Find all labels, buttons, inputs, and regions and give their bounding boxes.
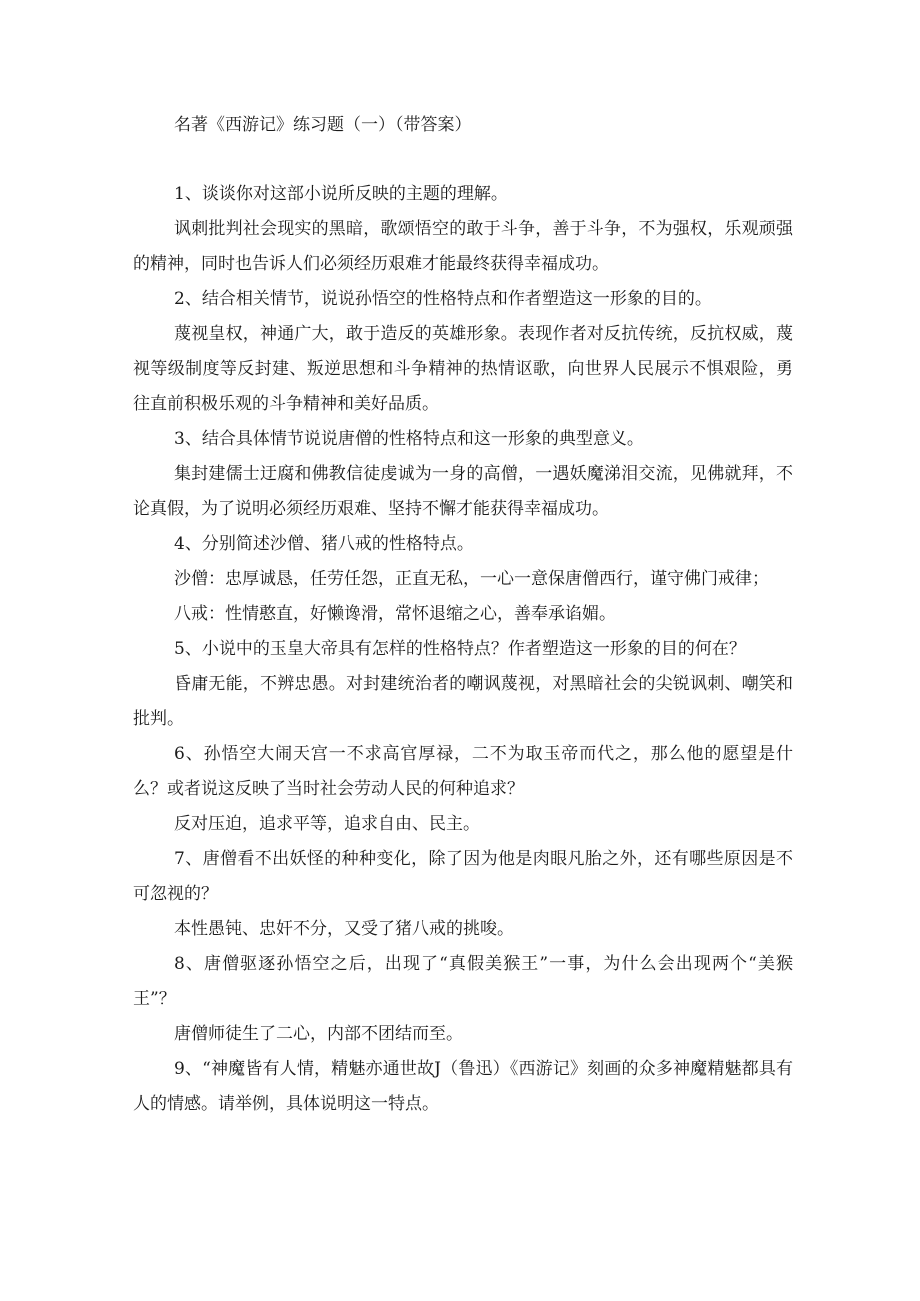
answer-4-shaseng: 沙僧：忠厚诚恳，任劳任怨，正直无私，一心一意保唐僧西行，谨守佛门戒律； — [174, 569, 769, 589]
document-title: 名著《西游记》练习题（一）（带答案） — [174, 115, 472, 135]
question-9: 9、“神魔皆有人情，精魅亦通世故J（鲁迅）《西游记》刻画的众多神魔精魅都具有人的情感。请举例，具体说明这一特点。 — [133, 1059, 793, 1114]
question-5: 5、小说中的玉皇大帝具有怎样的性格特点？作者塑造这一形象的目的何在？ — [174, 639, 746, 659]
answer-5: 昏庸无能，不辨忠愚。对封建统治者的嘲讽蔑视，对黑暗社会的尖锐讽刺、嘲笑和批判。 — [133, 674, 793, 729]
question-8: 8、唐僧驱逐孙悟空之后，出现了“真假美猴王”一事，为什么会出现两个“美猴王”？ — [133, 954, 793, 1009]
question-1: 1、谈谈你对这部小说所反映的主题的理解。 — [174, 184, 508, 204]
answer-1: 讽刺批判社会现实的黑暗，歌颂悟空的敢于斗争，善于斗争，不为强权，乐观顽强的精神，同时也告诉人们必须经历艰难才能最终获得幸福成功。 — [133, 219, 793, 274]
answer-6: 反对压迫，追求平等，追求自由、民主。 — [174, 814, 480, 834]
answer-4-bajie: 八戒：性情憨直，好懒谗滑，常怀退缩之心，善奉承谄媚。 — [174, 604, 616, 624]
question-4: 4、分别简述沙僧、猪八戒的性格特点。 — [174, 534, 474, 554]
answer-8: 唐僧师徒生了二心，内部不团结而至。 — [174, 1024, 463, 1044]
question-6: 6、孙悟空大闹天宫一不求高官厚禄，二不为取玉帝而代之，那么他的愿望是什么？或者说这反映了当时社会劳动人民的何种追求？ — [133, 744, 793, 799]
answer-2: 蔑视皇权，神通广大，敢于造反的英雄形象。表现作者对反抗传统，反抗权威，蔑视等级制度等反封建、叛逆思想和斗争精神的热情讴歌，向世界人民展示不惧艰险，勇往直前积极乐观的斗争精神和美好品质。 — [133, 324, 793, 414]
question-2: 2、结合相关情节，说说孙悟空的性格特点和作者塑造这一形象的目的。 — [174, 289, 712, 309]
question-3: 3、结合具体情节说说唐僧的性格特点和这一形象的典型意义。 — [174, 429, 644, 449]
answer-3: 集封建儒士迂腐和佛教信徒虔诚为一身的高僧，一遇妖魔涕泪交流，见佛就拜，不论真假，为了说明必须经历艰难、坚持不懈才能获得幸福成功。 — [133, 464, 793, 519]
answer-7: 本性愚钝、忠奸不分，又受了猪八戒的挑唆。 — [174, 919, 514, 939]
question-7: 7、唐僧看不出妖怪的种种变化，除了因为他是肉眼凡胎之外，还有哪些原因是不可忽视的？ — [133, 849, 793, 904]
document-body — [133, 177, 793, 1122]
